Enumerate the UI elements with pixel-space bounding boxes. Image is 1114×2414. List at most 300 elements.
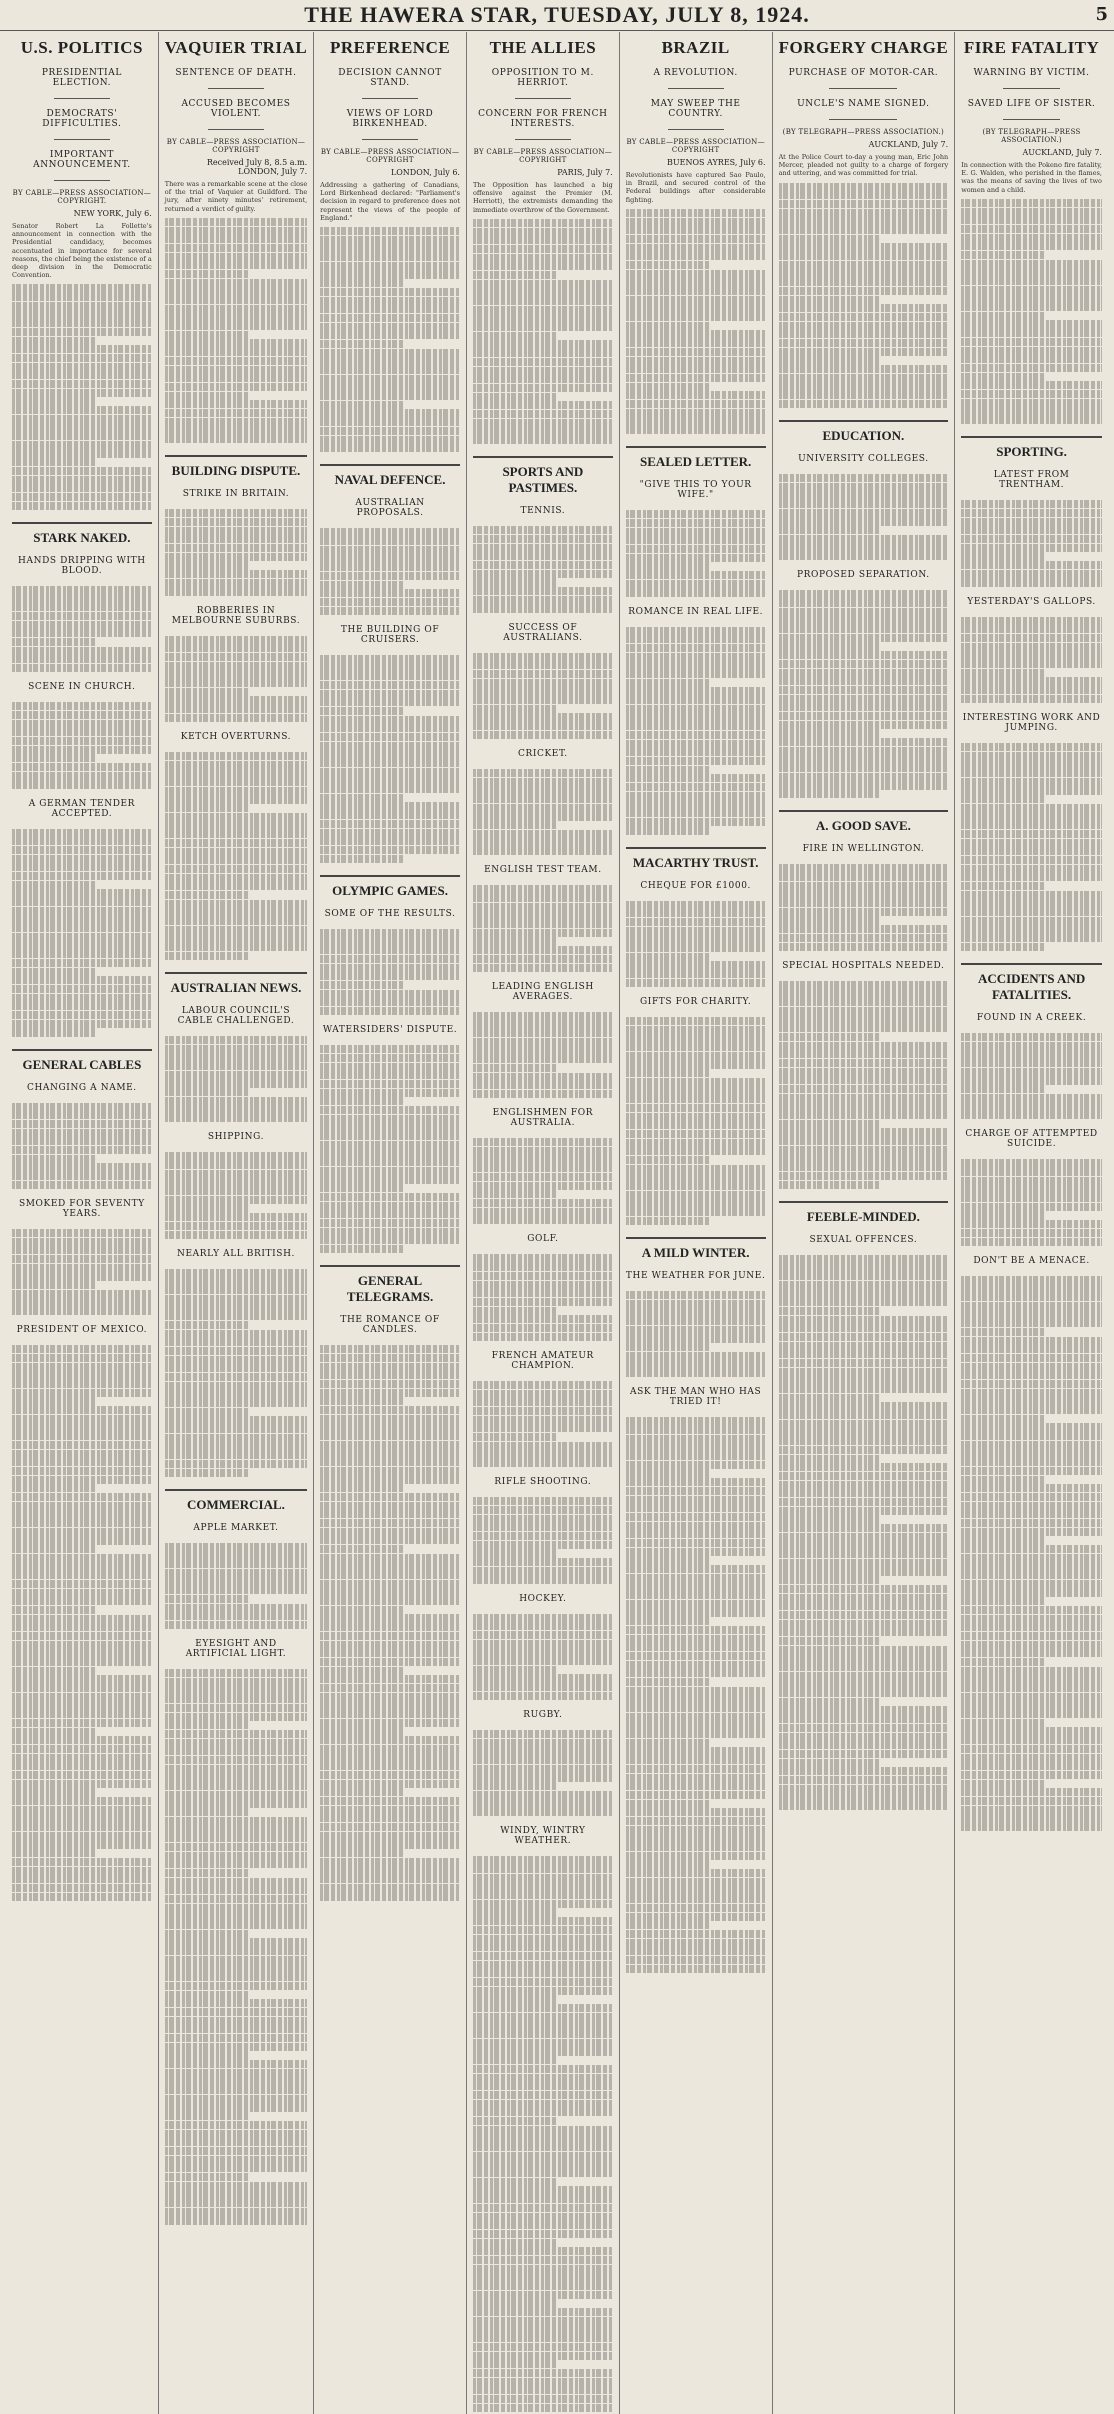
text-line: [473, 375, 613, 383]
text-line: [779, 1137, 949, 1145]
text-line: [473, 314, 613, 322]
text-line: [473, 661, 613, 669]
subheading: DEMOCRATS' DIFFICULTIES.: [42, 109, 122, 129]
text-line: [626, 1487, 766, 1495]
text-line: [473, 2030, 613, 2038]
text-line: [473, 2195, 613, 2203]
text-line: [779, 543, 949, 551]
text-line: [626, 970, 766, 978]
text-line: [779, 890, 949, 898]
text-line: [165, 1196, 307, 1204]
text-line: [320, 1554, 460, 1562]
divider-rule: [668, 88, 724, 89]
text-line: [779, 1102, 949, 1110]
section-heading: AUSTRALIAN NEWS.: [165, 972, 307, 996]
text-line: [165, 2190, 307, 2198]
column-headline: FORGERY CHARGE: [778, 38, 949, 57]
text-line: [626, 722, 766, 730]
text-line: [320, 964, 460, 972]
text-line: [320, 375, 460, 383]
text-line: [961, 500, 1102, 508]
text-line: [12, 337, 96, 345]
text-line: [12, 1423, 152, 1431]
text-line: [626, 1113, 766, 1121]
text-line: [165, 392, 250, 400]
text-line: [779, 1672, 949, 1680]
text-line: [12, 737, 152, 745]
text-line: [961, 1623, 1102, 1631]
text-line: [779, 287, 949, 295]
text-line: [779, 339, 949, 347]
text-line: [12, 1493, 152, 1501]
text-line: [12, 1298, 152, 1306]
text-line: [12, 1832, 152, 1840]
text-line: [320, 1441, 460, 1449]
text-line: [320, 776, 460, 784]
text-line: [473, 1173, 613, 1181]
text-line: [626, 1504, 766, 1512]
text-line: [12, 1155, 96, 1163]
text-line: [779, 864, 949, 872]
text-line: [165, 253, 307, 261]
text-line: [779, 908, 949, 916]
text-line: [165, 2130, 307, 2138]
section-heading: OLYMPIC GAMES.: [320, 875, 460, 899]
text-line: [473, 1281, 613, 1289]
text-line: [473, 1155, 613, 1163]
text-line: [961, 1371, 1102, 1379]
text-line: [12, 1002, 152, 1010]
text-line: [626, 571, 766, 579]
text-line: [12, 1797, 152, 1805]
text-line: [473, 561, 613, 569]
text-line: [961, 778, 1102, 786]
text-line: [473, 821, 557, 829]
text-line: [12, 1172, 152, 1180]
text-line: [961, 242, 1102, 250]
text-line: [626, 1834, 766, 1842]
text-line: [779, 790, 881, 798]
text-line: [961, 286, 1102, 294]
text-line: [961, 908, 1102, 916]
text-line: [779, 695, 949, 703]
text-line: [626, 322, 710, 330]
text-line: [473, 1272, 613, 1280]
text-line: [961, 1554, 1102, 1562]
subheading: PURCHASE OF MOTOR-CAR.: [788, 68, 939, 78]
text-line: [626, 1765, 766, 1773]
text-line: [320, 305, 460, 313]
text-line: [961, 1406, 1102, 1414]
text-line: [779, 1411, 949, 1419]
text-line: [961, 312, 1045, 320]
text-line: [473, 722, 613, 730]
text-line: [961, 1649, 1102, 1657]
text-line: [12, 441, 152, 449]
text-line: [961, 1432, 1102, 1440]
text-line: [320, 955, 460, 963]
section-subheading: SUCCESS OF AUSTRALIANS.: [503, 622, 583, 643]
text-line: [320, 1475, 460, 1483]
text-line: [473, 838, 613, 846]
text-line: [165, 1469, 250, 1477]
section-subheading: THE BUILDING OF CRUISERS.: [340, 624, 440, 645]
text-line: [961, 1229, 1102, 1237]
text-line: [473, 1891, 613, 1899]
text-line: [12, 985, 152, 993]
text-line: [626, 713, 766, 721]
text-line: [626, 748, 766, 756]
text-line: [961, 1684, 1102, 1692]
text-line: [779, 1033, 881, 1041]
text-line: [779, 191, 949, 199]
text-line: [779, 721, 949, 729]
text-line: [626, 1308, 766, 1316]
section-subheading: HOCKEY.: [519, 1593, 567, 1604]
text-line: [12, 1028, 96, 1036]
text-line: [165, 2077, 307, 2085]
text-line: [961, 847, 1102, 855]
text-line: [165, 366, 307, 374]
text-line: [961, 570, 1102, 578]
section-subheading: APPLE MARKET.: [193, 1522, 279, 1533]
text-line: [626, 1895, 766, 1903]
dateline: AUCKLAND, July 7.: [868, 140, 949, 149]
text-line: [12, 1693, 152, 1701]
text-line: [473, 526, 613, 534]
text-line: [12, 898, 152, 906]
text-line: [961, 1354, 1102, 1362]
text-line: [473, 1450, 613, 1458]
column-4: [467, 32, 620, 2414]
text-line: [473, 2360, 557, 2368]
text-line: [320, 357, 460, 365]
text-line: [12, 1502, 152, 1510]
text-line: [320, 846, 460, 854]
text-line: [473, 2291, 613, 2299]
text-line: [473, 604, 613, 612]
subheading: SAVED LIFE OF SISTER.: [967, 99, 1096, 109]
text-line: [779, 1385, 949, 1393]
text-line: [473, 1856, 613, 1864]
text-line: [961, 1203, 1102, 1211]
section-subheading: LATEST FROM TRENTHAM.: [993, 470, 1070, 491]
text-line: [779, 1255, 949, 1263]
text-line: [961, 1780, 1045, 1788]
section-subheading: ROMANCE IN REAL LIFE.: [628, 606, 764, 617]
divider-rule: [362, 139, 418, 140]
text-line: [961, 695, 1102, 703]
text-line: [626, 705, 766, 713]
text-line: [626, 244, 766, 252]
text-line: [165, 2182, 307, 2190]
text-line: [779, 634, 949, 642]
text-line: [165, 1991, 250, 1999]
dateline: NEW YORK, July 6.: [73, 209, 152, 218]
section-heading: GENERAL TELEGRAMS.: [320, 1265, 460, 1305]
text-line: [320, 236, 460, 244]
section-heading: GENERAL CABLES: [12, 1049, 152, 1073]
text-line: [12, 924, 152, 932]
text-line: [626, 287, 766, 295]
text-line: [626, 1417, 766, 1425]
text-line: [779, 1602, 949, 1610]
text-line: [165, 1425, 307, 1433]
section-subheading: PROPOSED SEPARATION.: [796, 570, 930, 581]
text-line: [626, 1078, 766, 1086]
text-line: [12, 1736, 152, 1744]
text-line: [12, 1146, 152, 1154]
text-line: [12, 746, 152, 754]
text-line: [12, 1389, 152, 1397]
text-line: [779, 474, 949, 482]
text-line: [779, 1620, 949, 1628]
text-line: [473, 2247, 613, 2255]
text-line: [473, 1138, 613, 1146]
text-line: [961, 1033, 1102, 1041]
text-line: [626, 1548, 766, 1556]
text-line: [320, 1219, 460, 1227]
text-line: [779, 1628, 949, 1636]
text-line: [473, 1730, 613, 1738]
text-line: [626, 1939, 766, 1947]
text-line: [473, 1631, 613, 1639]
text-line: [165, 848, 307, 856]
text-line: [473, 1182, 613, 1190]
text-line: [165, 1721, 250, 1729]
text-line: [626, 1522, 766, 1530]
text-line: [473, 219, 613, 227]
text-line: [473, 2134, 613, 2142]
text-line: [961, 1423, 1102, 1431]
text-line: [320, 1115, 460, 1123]
text-line: [320, 707, 404, 715]
text-line: [12, 1675, 152, 1683]
text-line: [320, 1519, 460, 1527]
text-line: [473, 911, 613, 919]
text-line: [473, 1961, 613, 1969]
text-line: [473, 570, 613, 578]
text-line: [165, 579, 307, 587]
text-line: [320, 802, 460, 810]
text-line: [626, 1608, 766, 1616]
text-line: [12, 1441, 152, 1449]
text-line: [320, 1571, 460, 1579]
text-line: [473, 1038, 613, 1046]
text-line: [626, 1695, 766, 1703]
text-line: [320, 1684, 460, 1692]
text-line: [320, 1175, 460, 1183]
section-subheading: CHARGE OF ATTEMPTED SUICIDE.: [965, 1129, 1098, 1150]
text-line: [626, 554, 766, 562]
text-line: [473, 2091, 613, 2099]
text-line: [779, 925, 949, 933]
divider-rule: [1003, 88, 1059, 89]
text-line: [961, 934, 1102, 942]
text-line: [320, 929, 460, 937]
text-line: [165, 1825, 307, 1833]
text-line: [779, 989, 949, 997]
text-line: [320, 1063, 460, 1071]
text-line: [961, 1389, 1102, 1397]
text-line: [12, 629, 152, 637]
column-3: [314, 32, 467, 2414]
text-line: [473, 596, 613, 604]
text-line: [165, 636, 307, 644]
text-line: [473, 1046, 613, 1054]
text-line: [779, 1776, 949, 1784]
text-line: [473, 1398, 613, 1406]
text-line: [473, 1995, 557, 2003]
section-subheading: "GIVE THIS TO YOUR WIFE.": [639, 480, 752, 501]
text-line: [320, 323, 460, 331]
text-line: [165, 1460, 307, 1468]
section-subheading: UNIVERSITY COLLEGES.: [798, 453, 929, 464]
text-line: [12, 1510, 152, 1518]
text-line: [779, 590, 949, 598]
text-line: [12, 319, 152, 327]
text-line: [626, 1817, 766, 1825]
text-line: [165, 2086, 307, 2094]
text-line: [961, 544, 1102, 552]
text-line: [626, 953, 710, 961]
text-line: [473, 1900, 613, 1908]
text-line: [961, 1519, 1102, 1527]
text-line: [473, 2256, 613, 2264]
text-line: [165, 409, 307, 417]
text-line: [473, 1055, 613, 1063]
text-line: [961, 277, 1102, 285]
section-heading: SPORTS AND PASTIMES.: [473, 456, 613, 496]
text-line: [12, 603, 152, 611]
text-line: [779, 1437, 949, 1445]
text-line: [165, 882, 307, 890]
column-7: [955, 32, 1108, 2414]
text-line: [165, 218, 307, 226]
text-line: [779, 243, 949, 251]
text-line: [473, 280, 613, 288]
text-line: [626, 1704, 766, 1712]
text-line: [320, 1158, 460, 1166]
text-line: [473, 778, 613, 786]
text-line: [165, 1860, 307, 1868]
text-line: [320, 366, 460, 374]
text-line: [165, 1808, 250, 1816]
text-line: [12, 1554, 152, 1562]
text-line: [320, 349, 460, 357]
text-line: [320, 227, 460, 235]
text-line: [473, 2213, 613, 2221]
text-line: [165, 244, 307, 252]
text-line: [626, 1921, 710, 1929]
section-subheading: ROBBERIES IN MELBOURNE SUBURBS.: [171, 605, 301, 626]
divider-rule: [1003, 119, 1059, 120]
text-line: [320, 1545, 404, 1553]
text-line: [626, 235, 766, 243]
text-line: [320, 581, 404, 589]
text-line: [320, 742, 460, 750]
text-line: [320, 1832, 460, 1840]
text-line: [779, 1646, 949, 1654]
text-line: [626, 766, 710, 774]
section-subheading: PRESIDENT OF MEXICO.: [16, 1325, 148, 1336]
section-heading: ACCIDENTS AND FATALITIES.: [961, 963, 1102, 1003]
text-line: [473, 578, 557, 586]
text-line: [961, 390, 1102, 398]
text-line: [473, 2143, 613, 2151]
text-line: [779, 1594, 949, 1602]
section-heading: EDUCATION.: [779, 420, 949, 444]
text-line: [165, 874, 307, 882]
text-line: [165, 1338, 307, 1346]
text-line: [320, 1245, 404, 1253]
text-line: [320, 244, 460, 252]
text-line: [473, 544, 613, 552]
section-subheading: DON'T BE A MENACE.: [973, 1255, 1090, 1266]
text-line: [779, 1481, 949, 1489]
text-line: [779, 1550, 949, 1558]
text-line: [165, 1973, 307, 1981]
text-line: [12, 1011, 152, 1019]
text-line: [779, 1076, 949, 1084]
lead-paragraph: Senator Robert La Follette's announcement in connection with the Presidential candidacy, becomes accentuated in importance for several reasons, the chief being the existence of a deep division in the Democratic Convention.: [12, 222, 152, 280]
text-line: [320, 690, 460, 698]
column-6: [773, 32, 956, 2414]
text-line: [626, 944, 766, 952]
text-line: [165, 1739, 307, 1747]
lead-paragraph: Revolutionists have captured Sao Paulo, in Brazil, and secured control of the Federal buildings after considerable fighting.: [625, 171, 766, 204]
text-line: [320, 1562, 460, 1570]
text-line: [779, 873, 949, 881]
text-line: [320, 1614, 460, 1622]
text-line: [165, 1053, 307, 1061]
text-line: [626, 909, 766, 917]
text-line: [779, 1272, 949, 1280]
text-line: [12, 863, 152, 871]
text-line: [12, 1255, 152, 1263]
text-line: [165, 383, 307, 391]
text-line: [12, 959, 152, 967]
text-line: [779, 1750, 949, 1758]
text-line: [320, 279, 404, 287]
text-line: [961, 1745, 1102, 1753]
text-line: [165, 426, 307, 434]
text-line: [473, 1935, 613, 1943]
text-line: [320, 724, 460, 732]
text-line: [626, 296, 766, 304]
text-line: [473, 1808, 613, 1816]
text-line: [626, 1060, 766, 1068]
section-subheading: FIRE IN WELLINGTON.: [802, 844, 925, 855]
text-line: [626, 1217, 710, 1225]
text-line: [12, 889, 152, 897]
text-line: [473, 696, 613, 704]
text-line: [779, 391, 949, 399]
text-line: [12, 881, 96, 889]
text-line: [12, 1307, 152, 1315]
text-line: [165, 296, 307, 304]
text-line: [473, 393, 557, 401]
text-line: [779, 755, 949, 763]
text-line: [12, 354, 152, 362]
text-line: [626, 1191, 766, 1199]
text-line: [779, 1507, 949, 1515]
text-line: [12, 345, 152, 353]
text-line: [779, 712, 949, 720]
text-line: [473, 687, 613, 695]
text-line: [473, 419, 613, 427]
text-line: [779, 882, 949, 890]
